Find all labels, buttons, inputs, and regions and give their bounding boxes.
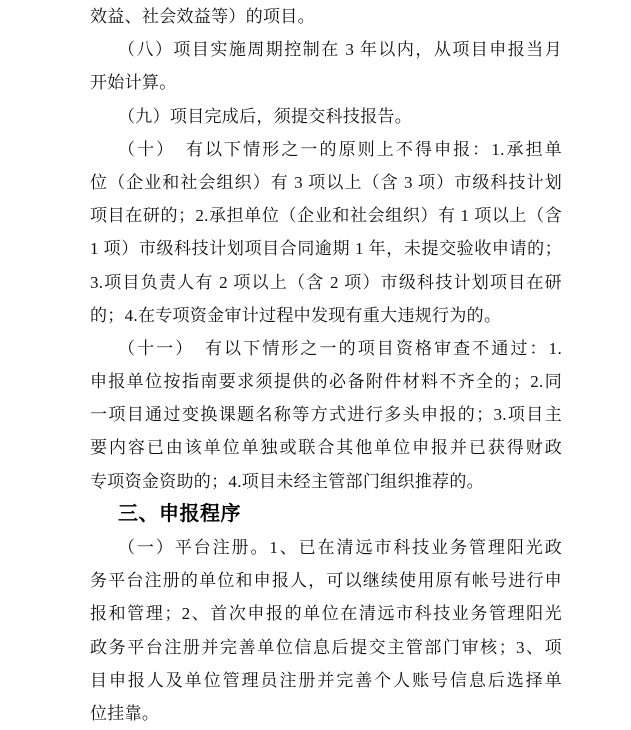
text-line: 专项资金资助的；4.项目未经主管部门组织推荐的。 [90,471,484,491]
text-line: 位（企业和社会组织）有 3 项以上（含 3 项）市级科技计划 [90,172,562,192]
text-line: 要内容已由该单位单独或联合其他单位申报并已获得财政 [90,438,562,458]
text-line: （八）项目实施周期控制在 3 年以内，从项目申报当月 [118,40,562,60]
text-line: 一项目通过变换课题名称等方式进行多头申报的；3.项目主 [90,405,562,425]
text-line: 开始计算。 [90,73,177,93]
text-line: 目申报人及单位管理员注册并完善个人账号信息后选择单 [90,670,562,690]
text-line: 申报单位按指南要求须提供的必备附件材料不齐全的；2.同 [90,372,562,392]
text-line: （十一） 有以下情形之一的项目资格审查不通过：1. [118,338,562,358]
text-line: （九）项目完成后，须提交科技报告。 [118,106,413,126]
text-line: （一）平台注册。1、已在清远市科技业务管理阳光政 [118,538,562,557]
text-line: 3.项目负责人有 2 项以上（含 2 项）市级科技计划项目在研 [90,272,562,292]
text-line: 务平台注册的单位和申报人，可以继续使用原有帐号进行申 [90,571,562,591]
text-line: 效益、社会效益等）的项目。 [90,7,315,26]
text-line: 1 项）市级科技计划项目合同逾期 1 年，未提交验收申请的； [90,239,562,259]
text-line: 位挂靠。 [90,703,160,723]
text-line: 的；4.在专项资金审计过程中发现有重大违规行为的。 [90,305,502,325]
text-line: 报和管理；2、首次申报的单位在清远市科技业务管理阳光 [90,604,562,624]
text-line: （十） 有以下情形之一的原则上不得申报：1.承担单 [118,139,562,159]
text-line: 政务平台注册并完善单位信息后提交主管部门审核；3、项 [90,637,562,657]
document-body [90,0,562,730]
text-line: 项目在研的；2.承担单位（企业和社会组织）有 1 项以上（含 [90,206,562,226]
section-heading: 三、申报程序 [118,502,241,525]
